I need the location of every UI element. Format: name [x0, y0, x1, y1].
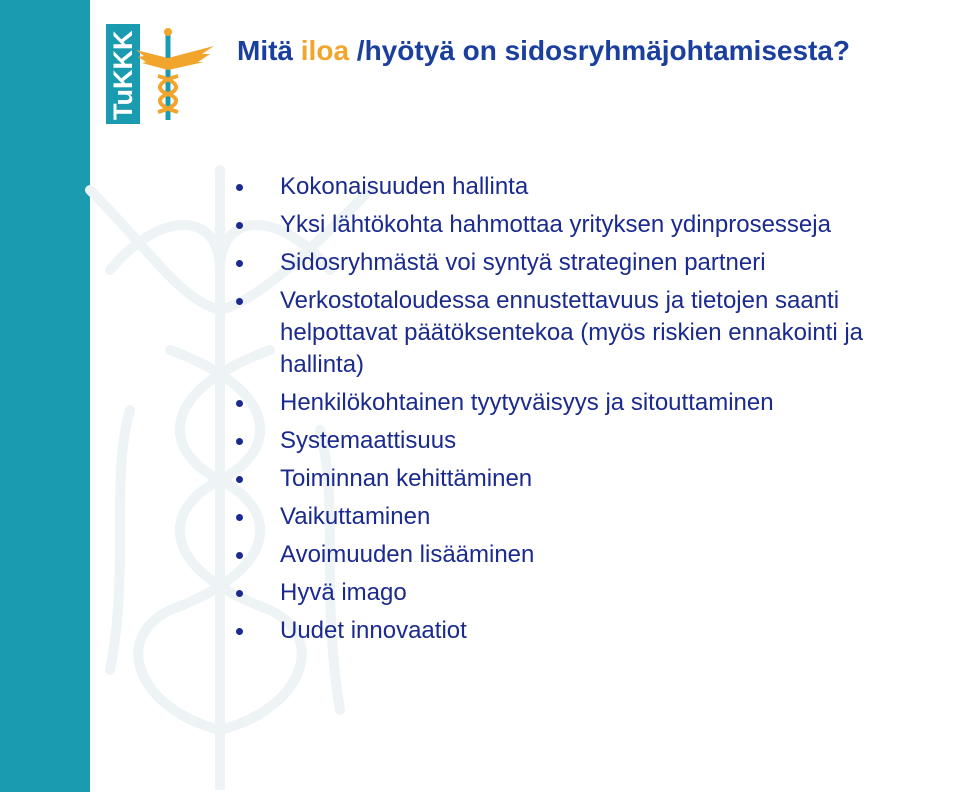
list-item [236, 282, 948, 384]
list-item [236, 422, 948, 460]
list-item-text: Verkostotaloudessa ennustettavuus ja tietojen saanti helpottavat päätöksentekoa (myös riskien ennakointi ja hallinta) [280, 287, 864, 378]
bullet-icon [236, 514, 243, 521]
bullet-icon [236, 590, 243, 597]
caduceus-icon [136, 28, 214, 120]
list-item [236, 206, 948, 244]
bullet-list [236, 168, 948, 650]
bullet-icon [236, 222, 243, 229]
bullet-icon [236, 476, 243, 483]
logo-text: TuKKK [108, 30, 138, 120]
list-item [236, 168, 948, 206]
slide-title [237, 33, 850, 69]
list-item-text: Uudet innovaatiot [280, 617, 467, 644]
list-item-text: Yksi lähtökohta hahmottaa yrityksen ydinprosesseja [280, 211, 831, 238]
list-item-text: Henkilökohtainen tyytyväisyys ja sitouttaminen [280, 389, 774, 416]
list-item [236, 498, 948, 536]
title-accent: iloa [300, 35, 350, 66]
bullet-icon [236, 628, 243, 635]
list-item [236, 536, 948, 574]
bullet-icon [236, 438, 243, 445]
list-item-text: Kokonaisuuden hallinta [280, 173, 529, 200]
list-item-text: Vaikuttaminen [280, 503, 431, 530]
list-item [236, 244, 948, 282]
bullet-icon [236, 260, 243, 267]
bullet-icon [236, 552, 243, 559]
list-item-text: Toiminnan kehittäminen [280, 465, 533, 492]
list-item [236, 460, 948, 498]
bullet-icon [236, 184, 243, 191]
bullet-icon [236, 298, 243, 305]
list-item-text: Sidosryhmästä voi syntyä strateginen partneri [280, 249, 766, 276]
list-item [236, 574, 948, 612]
title-suffix: /hyötyä on sidosryhmäjohtamisesta? [349, 35, 851, 66]
list-item [236, 612, 948, 650]
list-item [236, 384, 948, 422]
title-prefix: Mitä [237, 35, 301, 66]
list-item-text: Avoimuuden lisääminen [280, 541, 535, 568]
tukkk-logo [106, 24, 218, 124]
list-item-text: Systemaattisuus [280, 427, 457, 454]
list-item-text: Hyvä imago [280, 579, 407, 606]
bullet-icon [236, 400, 243, 407]
